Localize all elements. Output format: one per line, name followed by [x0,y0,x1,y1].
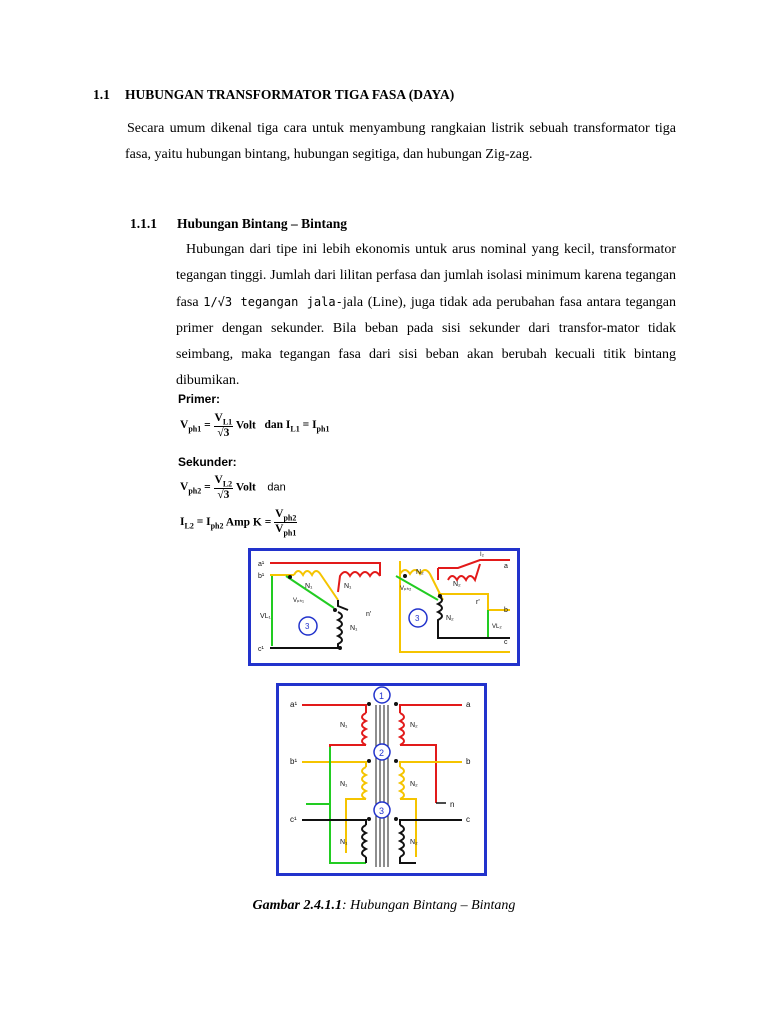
sekunder-label: Sekunder: [178,455,237,469]
iph2-symbol: = $I_{ph2}$ [196,516,224,531]
body-paragraph [176,237,676,394]
caption-label: Gambar 2.4.1.1 [252,898,342,913]
label-vl2: VL₂ [492,624,502,630]
label-n2-2: N₂ [410,781,418,788]
subsection-heading [130,216,347,232]
k-fraction: $\frac{V_{ph2}}{V_{ph1}}$ [275,508,297,538]
label-b1: b¹ [258,573,265,580]
volt-unit: Volt [235,419,256,432]
label-n1-1: N₁ [340,722,348,729]
section-heading [93,87,454,103]
dan-text: dan [267,481,286,494]
primer-formula: $V_{ph1}$ = $\frac{V_{L1}}{√3}$ Volt dan $I_{L1} = I_{ph1}$ [180,412,330,440]
label-n1-a: N₁ [305,583,313,590]
label-vph2: Vₚₕ₂ [400,586,412,592]
label-n2-1: N₂ [410,722,418,729]
svg-text:3: 3 [379,806,385,816]
label-three-right: 3 [415,614,420,623]
subsection-title: Hubungan Bintang – Bintang [177,216,347,231]
body-text-1: Hubungan dari tipe ini lebih ekonomis untuk arus nominal yang kecil, transformator tegangan tinggi. Jumlah dari lilitan perfasa dan jumlah isolasi minimum karena tegangan fasa [176,242,676,310]
label-n2-3: N₂ [410,839,418,846]
label-a1: a¹ [290,700,298,709]
sekunder-formula: $V_{ph2}$ = $\frac{V_{L2}}{√3}$ Volt dan [180,474,286,502]
label-c1: c¹ [290,815,297,824]
section-number: 1.1 [93,87,110,102]
label-three-left: 3 [305,622,310,631]
intro-paragraph: Secara umum dikenal tiga cara untuk menyambung rangkaian listrik sebuah transformator tiga fasa, yaitu hubungan bintang, hubungan segitiga, dan hubungan Zig-zag. [125,121,676,162]
three-phase-winding-figure [276,683,487,876]
svg-text:2: 2 [379,748,385,758]
label-vl1: VL₁ [260,613,271,620]
label-c1: c¹ [258,646,264,653]
label-vph1: Vₚₕ₁ [293,598,305,604]
label-n2-c: N₂ [446,615,454,622]
vph2-symbol: $V_{ph2}$ [180,481,202,496]
k-formula [180,508,297,538]
label-n2-a: N₂ [416,569,424,576]
vl1-fraction: $\frac{V_{L1}}{√3}$ [214,412,233,440]
label-b: b [466,757,471,766]
star-star-wiring-figure [248,548,520,666]
label-c: c [504,639,508,646]
primer-label: Primer: [178,392,221,406]
label-b1: b¹ [290,757,298,766]
caption-text: : Hubungan Bintang – Bintang [342,898,516,913]
label-n2-b: N₂ [453,581,461,588]
label-c: c [466,815,470,824]
vph1-symbol: $V_{ph1}$ [180,419,202,434]
label-i2: I₂ [480,552,484,558]
section-title: HUBUNGAN TRANSFORMATOR TIGA FASA (DAYA) [125,87,455,102]
vl2-fraction: $\frac{V_{L2}}{√3}$ [214,474,233,502]
body-text-2: jala (Line), juga tidak ada perubahan fasa antara tegangan primer dengan sekunder. Bila beban pada sisi sekunder dari transfor-mator tidak seimbang, maka tegangan fasa dari sisi beban akan berubah kecuali titik bintang dibumikan. [176,295,676,388]
label-a: a [504,563,508,570]
amp-k: Amp K = [225,516,272,529]
figure-caption [0,898,768,914]
subsection-number: 1.1.1 [130,216,157,231]
dan-il1: dan $I_{L1}$ [264,419,300,434]
svg-text:1: 1 [379,691,385,701]
label-n1-2: N₁ [340,781,348,788]
volt-unit-2: Volt [235,481,256,494]
label-n-prime: n' [366,611,372,618]
label-n1-c: N₁ [350,625,358,632]
label-a: a [466,700,471,709]
iph1-symbol: = $I_{ph1}$ [302,419,330,434]
label-b: b [504,607,508,614]
label-r: r' [476,599,480,606]
label-a1: a¹ [258,561,265,568]
label-n1-3: N₁ [340,839,348,846]
il2-symbol: $I_{L2}$ [180,516,194,531]
body-text-mono: 1/√3 tegangan jala- [203,295,343,309]
label-n1-b: N₁ [344,583,352,590]
label-n: n [450,800,455,809]
